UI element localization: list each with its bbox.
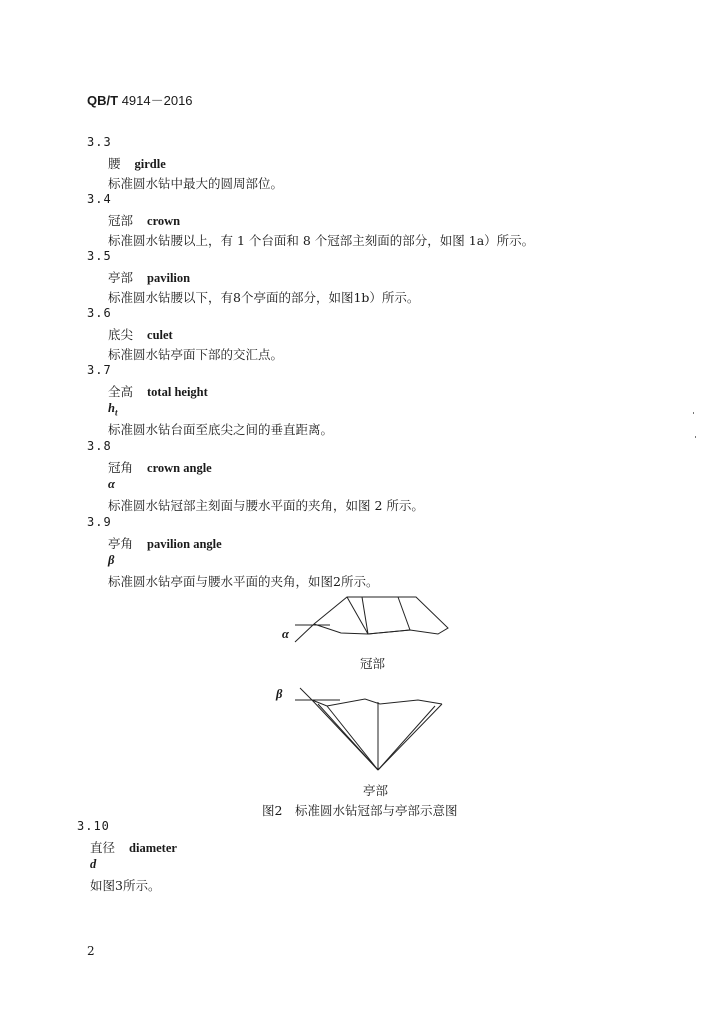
symbol: α — [108, 477, 115, 491]
clause-number: 3.5 — [87, 249, 112, 263]
term-zh: 冠部 — [108, 213, 134, 228]
term-en: crown — [147, 214, 181, 228]
term-line — [90, 838, 177, 856]
term-en: girdle — [134, 157, 166, 171]
standard-code-prefix: QB/T — [87, 93, 119, 108]
definition: 标准圆水钻中最大的圆周部位。 — [108, 176, 284, 191]
term-en: pavilion — [147, 271, 191, 285]
definition: 标准圆水钻腰以下，有8个亭面的部分，如图1b）所示。 — [108, 290, 420, 305]
clause-number: 3.6 — [87, 306, 112, 320]
term-line — [108, 211, 180, 229]
symbol-main: h — [108, 401, 115, 415]
term-zh: 全高 — [108, 384, 134, 399]
symbol — [108, 401, 117, 418]
clause-number: 3.9 — [87, 515, 112, 529]
term-zh: 底尖 — [108, 327, 134, 342]
symbol: d — [90, 857, 97, 871]
clause-number: 3.3 — [87, 135, 112, 149]
pavilion-diagram — [270, 682, 460, 774]
term-line — [108, 382, 208, 400]
standard-code — [87, 90, 193, 109]
clause-number: 3.4 — [87, 192, 112, 206]
crown-caption: 冠部 — [360, 656, 386, 671]
term-en: culet — [147, 328, 173, 342]
term-line — [108, 268, 190, 286]
definition: 标准圆水钻台面至底尖之间的垂直距离。 — [108, 422, 334, 437]
clause-number: 3.10 — [77, 819, 110, 833]
definition: 标准圆水钻亭面下部的交汇点。 — [108, 347, 284, 362]
term-line — [108, 458, 212, 476]
standard-code-number: 4914－2016 — [121, 93, 193, 108]
term-zh: 亭角 — [108, 536, 134, 551]
term-en: crown angle — [147, 461, 212, 475]
figure-caption: 图2 标准圆水钻冠部与亭部示意图 — [262, 803, 458, 818]
definition: 标准圆水钻冠部主刻面与腰水平面的夹角，如图 2 所示。 — [108, 498, 424, 513]
symbol-subscript: t — [114, 407, 118, 418]
clause-number: 3.8 — [87, 439, 112, 453]
crown-diagram — [270, 590, 460, 650]
definition: 标准圆水钻腰以上，有 1 个台面和 8 个冠部主刻面的部分，如图 1a）所示。 — [108, 233, 535, 248]
definition: 如图3所示。 — [90, 878, 161, 893]
term-en: pavilion angle — [147, 537, 222, 551]
term-zh: 腰 — [108, 156, 121, 171]
scan-speck — [695, 436, 696, 438]
clause-number: 3.7 — [87, 363, 112, 377]
pavilion-angle-label: β — [276, 687, 283, 701]
term-zh: 直径 — [90, 840, 116, 855]
term-en: diameter — [129, 841, 177, 855]
pavilion-caption: 亭部 — [363, 783, 389, 798]
term-en: total height — [147, 385, 208, 399]
page-number: 2 — [87, 944, 95, 958]
term-line — [108, 154, 166, 172]
scan-speck — [693, 412, 694, 414]
symbol: β — [108, 553, 115, 567]
term-zh: 亭部 — [108, 270, 134, 285]
crown-angle-label: α — [282, 627, 289, 641]
definition: 标准圆水钻亭面与腰水平面的夹角，如图2所示。 — [108, 574, 379, 589]
term-line — [108, 325, 173, 343]
term-line — [108, 534, 222, 552]
term-zh: 冠角 — [108, 460, 134, 475]
